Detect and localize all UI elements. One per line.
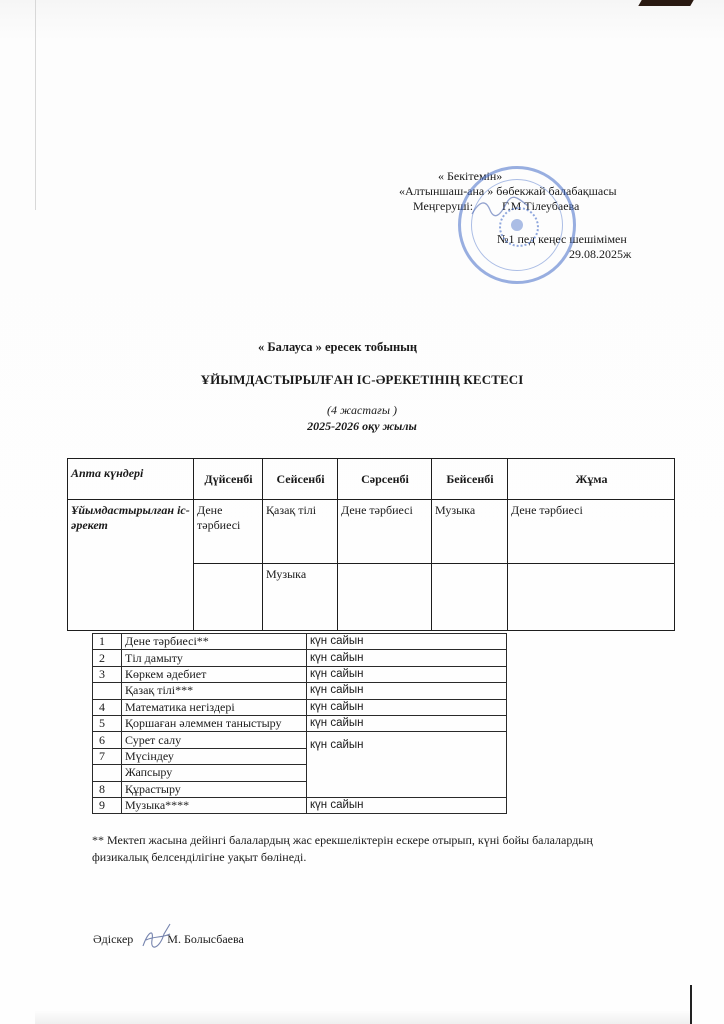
scan-artifact	[638, 0, 693, 6]
approval-date: 29.08.2025ж	[569, 247, 632, 261]
head-label: Меңгеруші:	[413, 199, 474, 213]
table-cell: Музыка	[432, 500, 508, 564]
signature-name: М. Болысбаева	[167, 932, 244, 946]
table-row	[93, 699, 507, 715]
column-header: Дүйсенбі	[194, 459, 263, 500]
subject-frequency: күн сайын	[307, 666, 507, 682]
table-cell	[338, 564, 432, 631]
footnote: ** Мектеп жасына дейінгі балалардың жас ерекшеліктерін ескере отырып, күні бойы балалардың физикалық белсенділігіне уақыт бөлінеді.	[92, 833, 593, 864]
table-cell: Дене тәрбиесі	[338, 500, 432, 564]
table-row	[93, 666, 507, 682]
council-decision: №1 пед кеңес шешімімен	[497, 232, 627, 246]
table-row	[93, 650, 507, 666]
head-line	[413, 199, 580, 214]
table-row	[68, 500, 675, 564]
table-cell: Дене тәрбиесі	[508, 500, 675, 564]
row-number	[93, 765, 122, 781]
subject-name: Дене тәрбиесі**	[122, 634, 307, 650]
column-header: Бейсенбі	[432, 459, 508, 500]
scan-shadow	[35, 1010, 690, 1024]
subject-name: Музыка****	[122, 797, 307, 813]
column-header: Апта күндері	[68, 459, 194, 500]
table-row	[93, 797, 507, 813]
subject-name: Құрастыру	[122, 781, 307, 797]
row-number: 4	[93, 699, 122, 715]
row-number: 7	[93, 748, 122, 764]
group-title: « Балауса » ересек тобының	[258, 340, 418, 354]
row-header: Ұйымдастырылған іс-әрекет	[68, 500, 194, 631]
subject-name: Көркем әдебиет	[122, 666, 307, 682]
subject-frequency: күн сайын	[307, 634, 507, 650]
table-cell	[194, 564, 263, 631]
weekly-schedule-table	[67, 458, 675, 631]
subject-frequency: күн сайын	[307, 715, 507, 731]
subject-name: Жапсыру	[122, 765, 307, 781]
subject-name: Математика негіздері	[122, 699, 307, 715]
subject-name: Қоршаған әлеммен таныстыру	[122, 715, 307, 731]
table-row	[93, 683, 507, 699]
row-number: 1	[93, 634, 122, 650]
row-number	[93, 683, 122, 699]
row-number: 9	[93, 797, 122, 813]
subject-frequency: күн сайын	[307, 683, 507, 699]
subject-name: Қазақ тілі***	[122, 683, 307, 699]
table-row	[93, 732, 507, 748]
table-cell: Дене тәрбиесі	[194, 500, 263, 564]
age-group: (4 жастағы )	[327, 403, 397, 417]
column-header: Жұма	[508, 459, 675, 500]
row-number: 5	[93, 715, 122, 731]
page-edge	[690, 985, 692, 1024]
methodist-signature-line	[93, 932, 244, 947]
academic-year: 2025-2026 оқу жылы	[307, 419, 417, 433]
approval-heading: « Бекітемін»	[438, 169, 503, 183]
table-cell	[508, 564, 675, 631]
subject-name: Мүсіндеу	[122, 748, 307, 764]
table-row	[93, 634, 507, 650]
institution-name: «Алтыншаш-ана » бөбекжай балабақшасы	[399, 184, 617, 198]
table-row	[93, 715, 507, 731]
subject-frequency: күн сайын	[307, 650, 507, 666]
signature-role: Әдіскер	[93, 932, 134, 946]
column-header: Сейсенбі	[263, 459, 338, 500]
subject-frequency: күн сайын	[307, 699, 507, 715]
head-name: Г.М Тілеубаева	[502, 199, 580, 213]
subject-name: Сурет салу	[122, 732, 307, 748]
page-edge	[35, 0, 36, 210]
row-number: 3	[93, 666, 122, 682]
column-header: Сәрсенбі	[338, 459, 432, 500]
subject-frequency: күн сайын	[307, 797, 507, 813]
subject-name: Тіл дамыту	[122, 650, 307, 666]
row-number: 6	[93, 732, 122, 748]
page-title: ҰЙЫМДАСТЫРЫЛҒАН ІС-ӘРЕКЕТІНІҢ КЕСТЕСІ	[200, 372, 524, 387]
table-cell	[432, 564, 508, 631]
table-cell: Қазақ тілі	[263, 500, 338, 564]
subject-frequency: күн сайын	[307, 732, 507, 798]
table-header-row	[68, 459, 675, 500]
row-number: 8	[93, 781, 122, 797]
subjects-table	[92, 633, 507, 814]
row-number: 2	[93, 650, 122, 666]
table-cell: Музыка	[263, 564, 338, 631]
